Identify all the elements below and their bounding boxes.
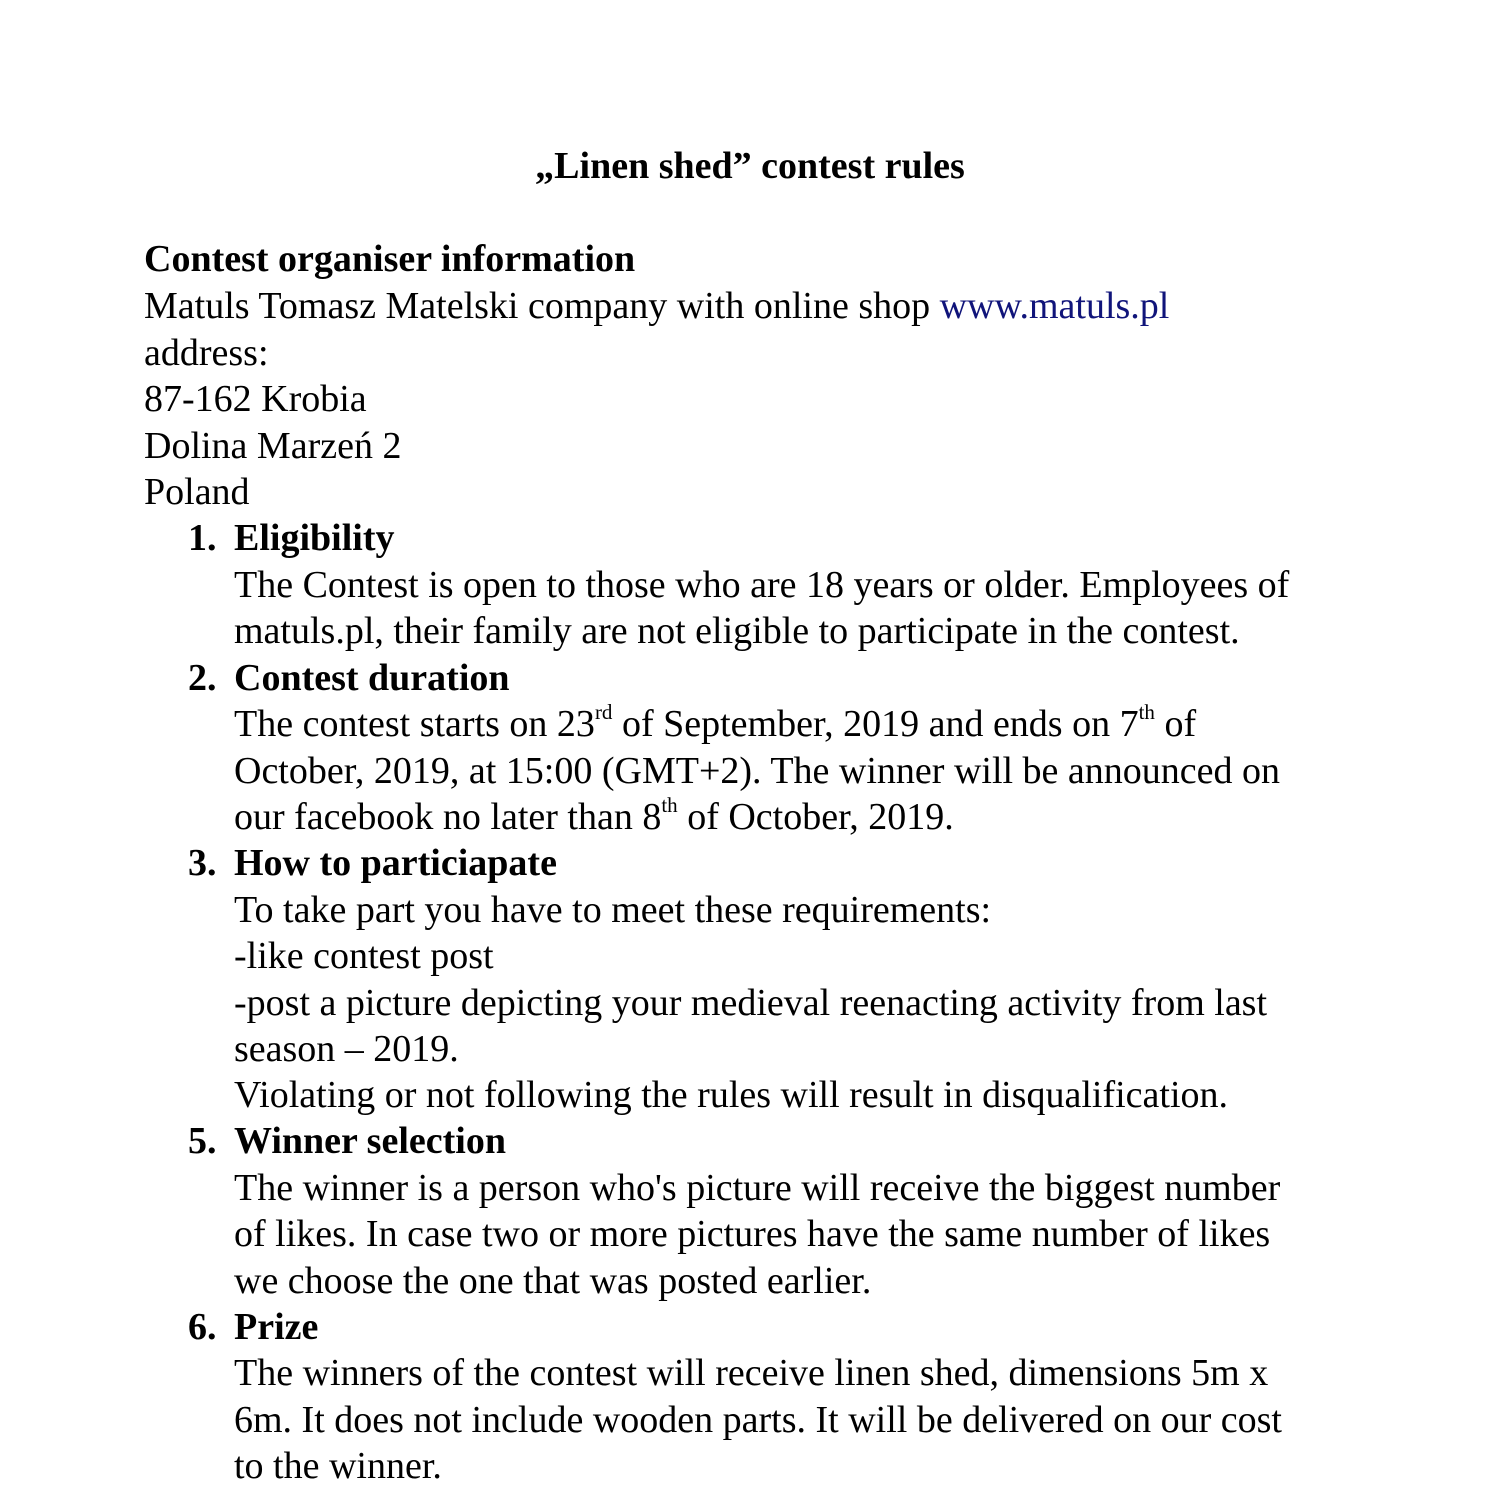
section-heading-duration: Contest duration	[234, 657, 510, 699]
section-text-line	[234, 701, 1196, 747]
section-heading-participate: How to particiapate	[234, 842, 557, 884]
section-text-line: Violating or not following the rules will result in disqualification.	[234, 1074, 1229, 1116]
section-heading-winner-selection: Winner selection	[234, 1120, 506, 1162]
section-text-line: to the winner.	[234, 1445, 442, 1487]
ordinal-suffix: rd	[594, 700, 613, 724]
ordinal-suffix: th	[1138, 700, 1155, 724]
organiser-heading: Contest organiser information	[144, 238, 636, 280]
section-number: 3.	[188, 842, 217, 884]
ordinal-suffix: th	[661, 793, 678, 817]
section-number: 2.	[188, 657, 217, 699]
section-text-line: October, 2019, at 15:00 (GMT+2). The winner will be announced on	[234, 750, 1281, 792]
section-text-line: of likes. In case two or more pictures have the same number of likes	[234, 1213, 1271, 1255]
section-text-line: To take part you have to meet these requirements:	[234, 889, 992, 931]
address-street: Dolina Marzeń 2	[144, 425, 402, 467]
announce-text: our facebook no later than 8	[234, 796, 662, 838]
address-country: Poland	[144, 471, 250, 513]
section-heading-eligibility: Eligibility	[234, 517, 395, 559]
section-number: 1.	[188, 517, 217, 559]
section-text-line	[234, 794, 954, 840]
section-number: 6.	[188, 1306, 217, 1348]
website-link[interactable]: www.matuls.pl	[939, 285, 1170, 327]
organiser-company-line	[144, 283, 1169, 329]
section-text-line: season – 2019.	[234, 1028, 459, 1070]
section-text-line: matuls.pl, their family are not eligible to participate in the contest.	[234, 610, 1240, 652]
section-text-line: The winner is a person who's picture will receive the biggest number	[234, 1167, 1281, 1209]
requirement-item: -like contest post	[234, 935, 494, 977]
section-text-line: 6m. It does not include wooden parts. It will be delivered on our cost	[234, 1399, 1282, 1441]
section-text-line: we choose the one that was posted earlier.	[234, 1260, 872, 1302]
address-label: address:	[144, 332, 269, 374]
duration-end-text: of September, 2019 and ends on 7	[612, 703, 1139, 745]
section-text-line: The winners of the contest will receive linen shed, dimensions 5m x	[234, 1352, 1269, 1394]
section-heading-prize: Prize	[234, 1306, 319, 1348]
address-postal-city: 87-162 Krobia	[144, 378, 367, 420]
announce-date-text: of October, 2019.	[677, 796, 954, 838]
section-number: 5.	[188, 1120, 217, 1162]
section-text-line: The Contest is open to those who are 18 years or older. Employees of	[234, 564, 1290, 606]
duration-start-text: The contest starts on 23	[234, 703, 595, 745]
organiser-company-text: Matuls Tomasz Matelski company with online shop	[144, 285, 940, 327]
document-title: „Linen shed” contest rules	[535, 145, 965, 187]
duration-tail-text: of	[1154, 703, 1197, 745]
requirement-item: -post a picture depicting your medieval reenacting activity from last	[234, 982, 1268, 1024]
